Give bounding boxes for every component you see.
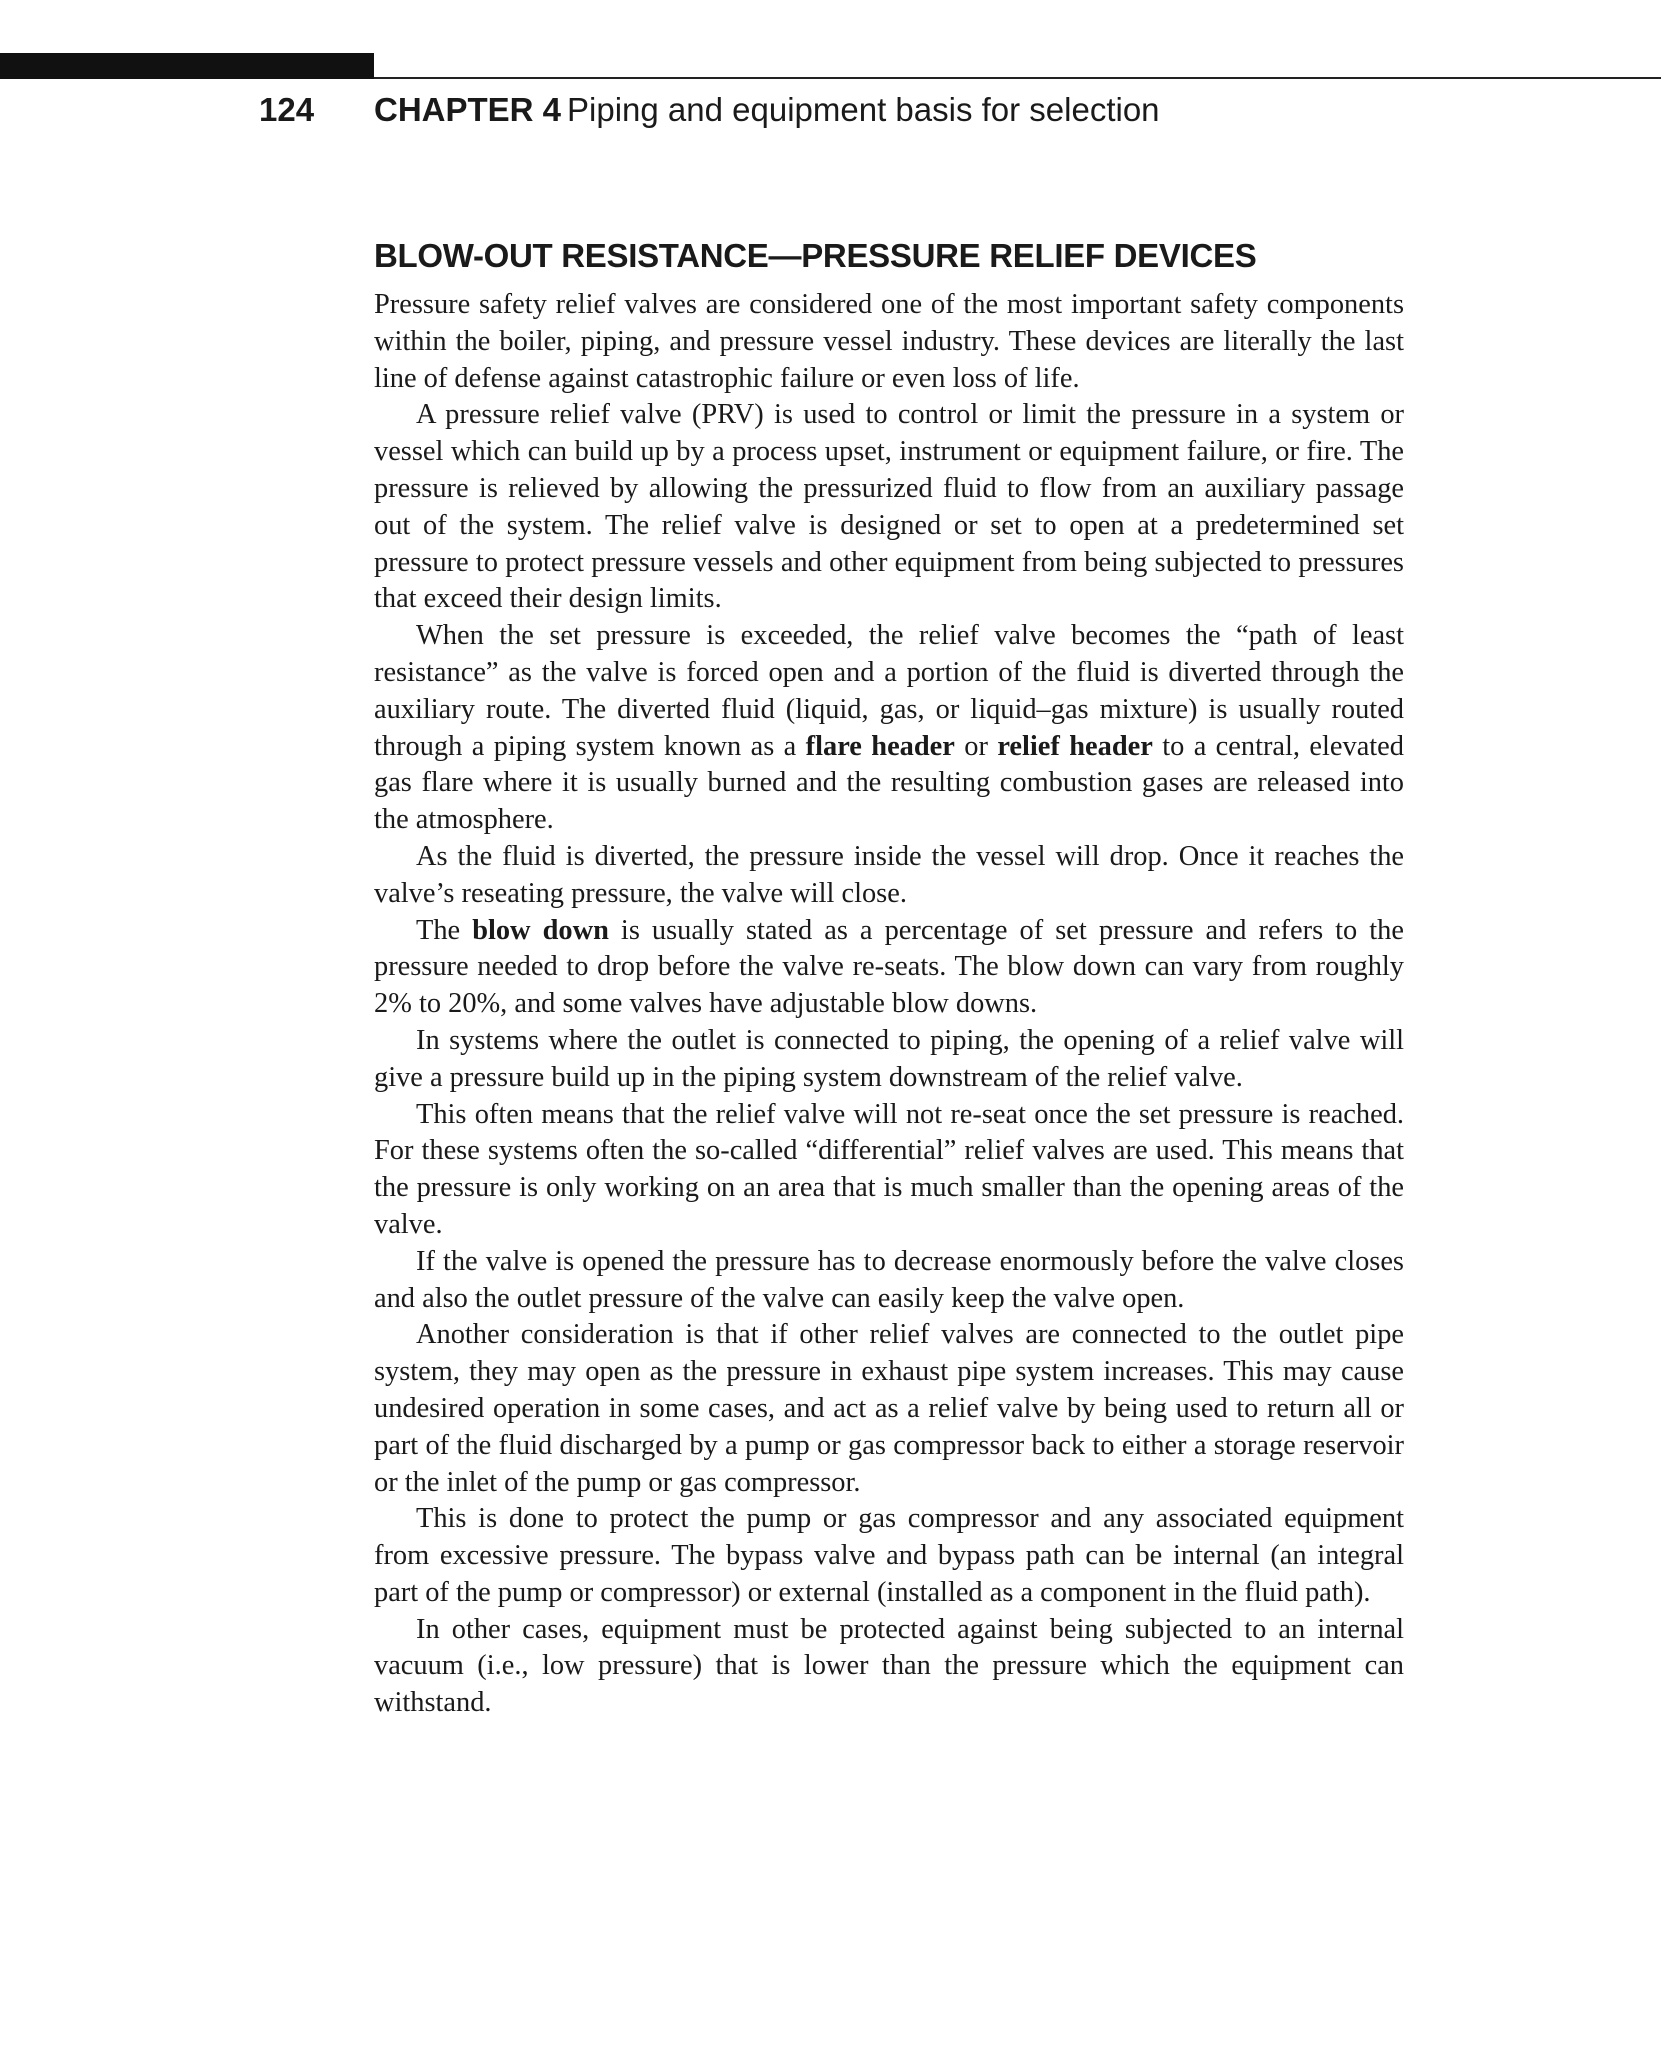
paragraph-4: As the fluid is diverted, the pressure inside the vessel will drop. Once it reaches the valve’s reseating pressure, the valve will close. [374,840,1404,909]
paragraph-7: This often means that the relief valve will not re-seat once the set pressure is reached. For these systems often the so-called “differential” relief valves are used. This means that the pressure is only working on an area that is much smaller than the opening areas of the valve. [374,1098,1404,1240]
section-heading: BLOW-OUT RESISTANCE—PRESSURE RELIEF DEVICES [374,237,1257,274]
paragraph-6: In systems where the outlet is connected to piping, the opening of a relief valve will give a pressure build up in the piping system downstream of the relief valve. [374,1024,1404,1093]
header-bar [0,53,374,79]
paragraph-11: In other cases, equipment must be protected against being subjected to an internal vacuum (i.e., low pressure) that is lower than the pressure which the equipment can withstand. [374,1613,1404,1719]
paragraph-2: A pressure relief valve (PRV) is used to control or limit the pressure in a system or vessel which can build up by a process upset, instrument or equipment failure, or fire. The pressure is relieved by allowing the pressurized fluid to flow from an auxiliary passage out of the system. The relief valve is designed or set to open at a predetermined set pressure to protect pressure vessels and other equipment from being subjected to pressures that exceed their design limits. [374,399,1404,615]
term-flare-header: flare header [805,730,955,762]
term-blow-down: blow down [472,914,609,946]
term-relief-header: relief header [997,730,1153,762]
paragraph-1: Pressure safety relief valves are considered one of the most important safety components within the boiler, piping, and pressure vessel industry. These devices are literally the last line of defense against catastrophic failure or even loss of life. [374,289,1404,394]
running-head [0,88,1661,132]
chapter-title: Piping and equipment basis for selection [567,91,1160,128]
paragraph-10: This is done to protect the pump or gas compressor and any associated equipment from excessive pressure. The bypass valve and bypass path can be internal (an integral part of the pump or compressor) or external (installed as a component in the fluid path). [374,1503,1404,1608]
paragraph-3 [374,618,1404,839]
paragraph-8: If the valve is opened the pressure has to decrease enormously before the valve closes and also the outlet pressure of the valve can easily keep the valve open. [374,1245,1404,1314]
paragraph-3-text-c: to a central, elevated gas flare where it is usually burned and the resulting combustion gases are released into the atmosphere. [374,730,1404,836]
paragraph-3-text-a: When the set pressure is exceeded, the relief valve becomes the “path of least resistance” as the valve is forced open and a portion of the fluid is diverted through the auxiliary route. The diverted fluid (liquid, gas, or liquid–gas mixture) is usually routed through a piping system known as a [374,620,1404,762]
body-text [374,287,1404,1722]
page-number: 124 [259,91,315,128]
paragraph-9: Another consideration is that if other relief valves are connected to the outlet pipe system, they may open as the pressure in exhaust pipe system increases. This may cause undesired operation in some cases, and act as a relief valve by being used to return all or part of the fluid discharged by a pump or gas compressor back to either a storage reservoir or the inlet of the pump or gas compressor. [374,1319,1404,1498]
paragraph-5-text-b: is usually stated as a percentage of set pressure and refers to the pressure needed to drop before the valve re-seats. The blow down can vary from roughly 2% to 20%, and some valves have adjustable blow downs. [374,914,1404,1020]
chapter-label: CHAPTER 4 [374,91,562,128]
paragraph-5-text-a: The [416,914,473,946]
paragraph-5 [374,913,1404,1023]
paragraph-3-text-b: or [954,730,998,762]
header-rule [374,77,1661,79]
